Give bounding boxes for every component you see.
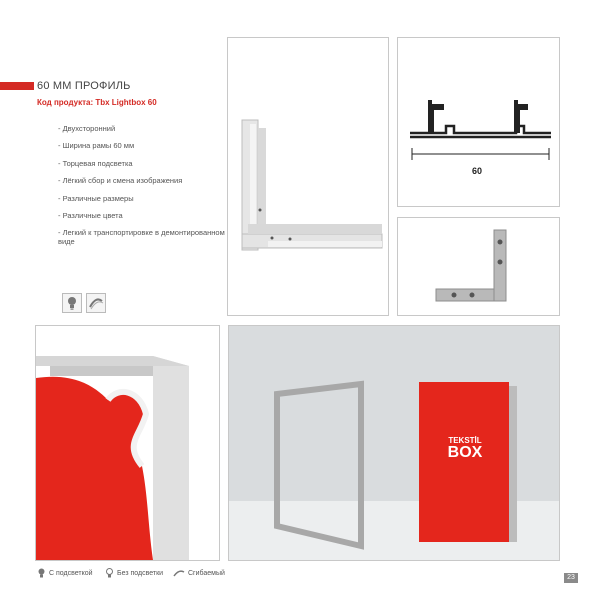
- dimension-label: 60: [472, 166, 483, 176]
- page-title: 60 ММ ПРОФИЛЬ: [37, 80, 131, 92]
- accent-bar: [0, 82, 34, 90]
- room-scene-photo: [228, 325, 560, 561]
- legend-item-lit: С подсветкой: [37, 568, 93, 578]
- feature-list: [58, 124, 228, 246]
- bendable-icon: [86, 293, 106, 313]
- lightbulb-off-icon: [105, 568, 114, 578]
- profile-corner-photo: [227, 37, 389, 316]
- feature-item: - Ширина рамы 60 мм: [58, 141, 135, 151]
- lightbulb-icon: [37, 568, 46, 578]
- feature-item: - Торцевая подсветка: [58, 158, 133, 168]
- feature-item: - Различные цвета: [58, 210, 123, 220]
- legend-item-unlit: Без подсветки: [105, 568, 163, 578]
- product-code: Код продукта: Tbx Lightbox 60: [37, 98, 157, 107]
- cross-section-diagram: [397, 37, 560, 207]
- feature-item: - Двухсторонний: [58, 124, 116, 133]
- fabric-attachment-photo: [35, 325, 220, 561]
- lightbulb-icon: [62, 293, 82, 313]
- feature-item: - Лёгкий сбор и смена изображения: [58, 176, 183, 186]
- feature-item: - Различные размеры: [58, 193, 134, 203]
- legend-item-bendable: Сгибаемый: [173, 568, 225, 578]
- corner-bracket-photo: [397, 217, 560, 316]
- bendable-icon: [173, 568, 185, 578]
- tekstil-box-logo: TEKSTİL BOX: [447, 436, 483, 461]
- page-number: 23: [564, 573, 578, 583]
- feature-item: - Легкий к транспортировке в демонтированном виде: [58, 228, 225, 247]
